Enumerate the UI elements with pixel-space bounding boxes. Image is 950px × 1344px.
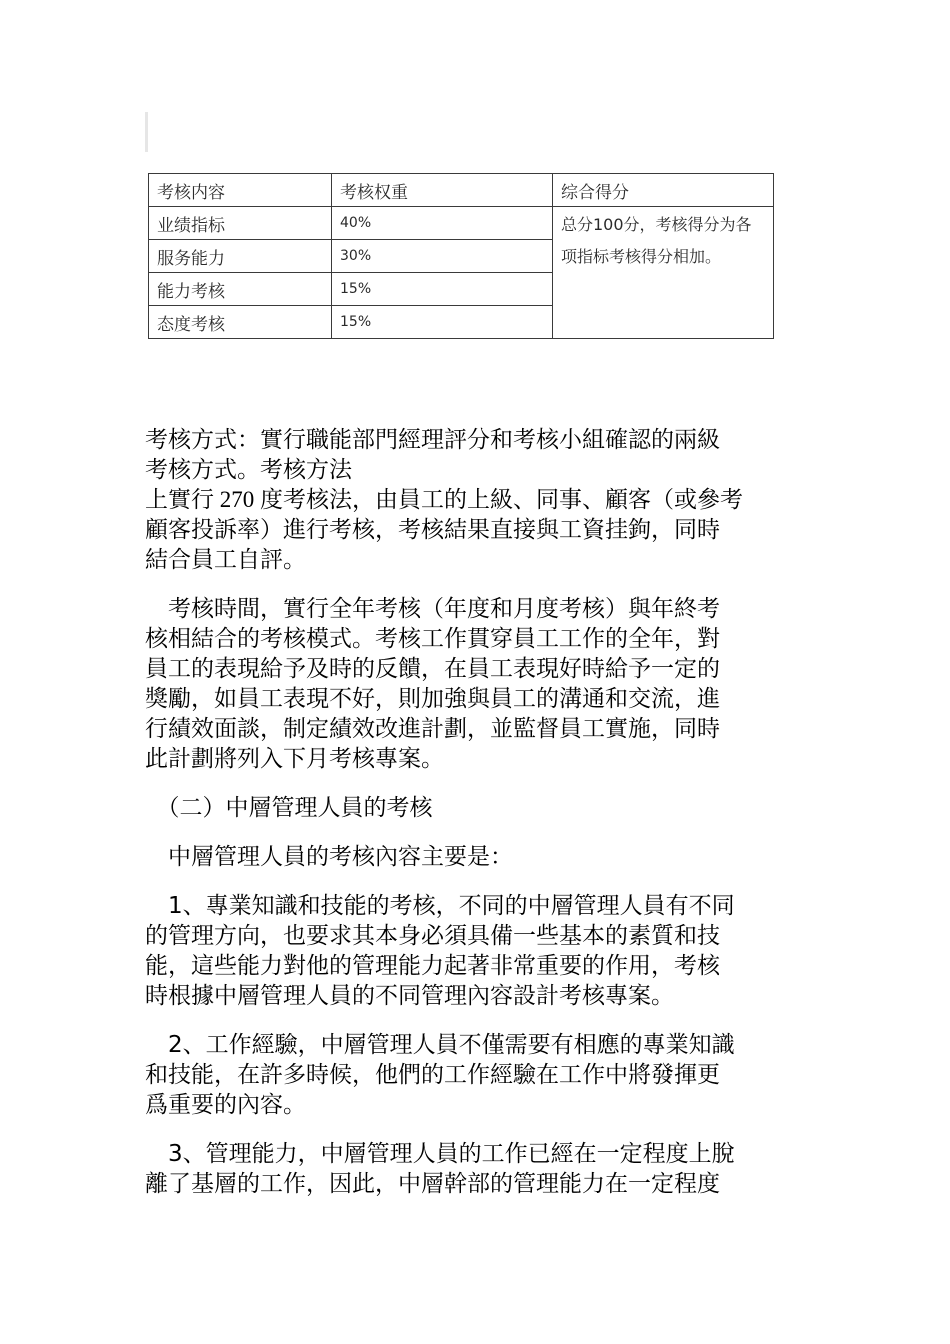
assessment-weight-table — [148, 173, 774, 339]
text-line: 獎勵，如員工表現不好，則加強與員工的溝通和交流，進 — [145, 686, 720, 712]
row-weight: 40% — [332, 207, 553, 240]
paragraph-item-2 — [145, 1030, 810, 1120]
row-weight: 15% — [332, 273, 553, 306]
text-line: 員工的表現給予及時的反饋，在員工表現好時給予一定的 — [145, 656, 720, 682]
paragraph-assessment-method — [145, 425, 810, 575]
text-line: 考核方式：實行職能部門經理評分和考核小組確認的兩級 — [145, 427, 720, 453]
text-line: 中層管理人員的考核內容主要是： — [145, 844, 513, 870]
section-heading — [145, 793, 810, 823]
text-line: 3、管理能力，中層管理人員的工作已經在一定程度上脫 — [145, 1141, 735, 1167]
text-line: （二）中層管理人員的考核 — [145, 795, 433, 821]
text-line: 考核時間，實行全年考核（年度和月度考核）與年終考 — [145, 596, 720, 622]
text-line: 的管理方向，也要求其本身必須具備一些基本的素質和技 — [145, 923, 720, 949]
row-item: 业绩指标 — [149, 207, 332, 240]
text-line: 1、專業知識和技能的考核，不同的中層管理人員有不同 — [145, 893, 735, 919]
text-line: 和技能，在許多時候，他們的工作經驗在工作中將發揮更 — [145, 1062, 720, 1088]
assessment-table-image — [145, 112, 777, 350]
header-score: 综合得分 — [553, 174, 774, 207]
header-weight: 考核权重 — [332, 174, 553, 207]
text-line: 結合員工自評。 — [145, 547, 306, 573]
row-weight: 30% — [332, 240, 553, 273]
scan-artifact — [145, 112, 148, 152]
total-note-line: 项指标考核得分相加。 — [561, 247, 722, 266]
row-item: 服务能力 — [149, 240, 332, 273]
text-line: 2、工作經驗，中層管理人員不僅需要有相應的專業知識 — [145, 1032, 735, 1058]
paragraph-item-3 — [145, 1139, 810, 1199]
text-line: 核相結合的考核模式。考核工作貫穿員工工作的全年，對 — [145, 626, 720, 652]
text-line: 爲重要的內容。 — [145, 1092, 306, 1118]
text-line: 離了基層的工作，因此，中層幹部的管理能力在一定程度 — [145, 1171, 720, 1197]
text-line: 顧客投訴率）進行考核，考核結果直接與工資挂鉤，同時 — [145, 517, 720, 543]
text-line: 此計劃將列入下月考核專案。 — [145, 746, 444, 772]
total-score-note — [553, 207, 774, 339]
document-body — [145, 425, 810, 1218]
paragraph-item-1 — [145, 891, 810, 1011]
text-line: 上實行 270 度考核法，由員工的上級、同事、顧客（或參考 — [145, 487, 743, 512]
text-line: 考核方式。考核方法 — [145, 457, 352, 483]
paragraph-intro — [145, 842, 810, 872]
text-line: 能，這些能力對他的管理能力起著非常重要的作用，考核 — [145, 953, 720, 979]
table-row — [149, 207, 774, 240]
paragraph-assessment-time — [145, 594, 810, 774]
text-line: 時根據中層管理人員的不同管理內容設計考核專案。 — [145, 983, 674, 1009]
total-note-line: 总分100分，考核得分为各 — [561, 215, 752, 234]
text-line: 行績效面談，制定績效改進計劃，並監督員工實施，同時 — [145, 716, 720, 742]
row-item: 态度考核 — [149, 306, 332, 339]
row-weight: 15% — [332, 306, 553, 339]
table-header-row — [149, 174, 774, 207]
header-content: 考核内容 — [149, 174, 332, 207]
row-item: 能力考核 — [149, 273, 332, 306]
